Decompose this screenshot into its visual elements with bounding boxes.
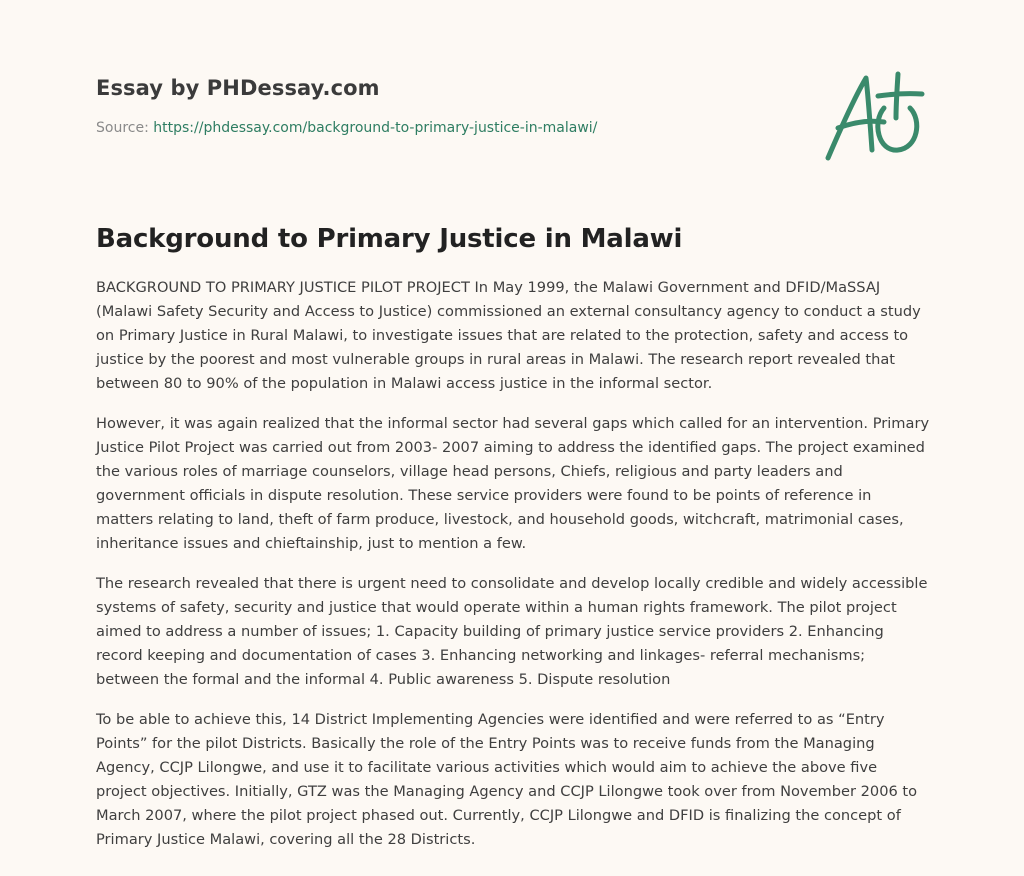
- essay-content: [96, 224, 932, 868]
- page-header: [96, 76, 796, 136]
- essay-title: Background to Primary Justice in Malawi: [96, 224, 683, 254]
- essay-paragraph-2: However, it was again realized that the informal sector had several gaps which called for an intervention. Primary Justice Pilot Project was carried out from 2003- 2007 aiming to address the identified gaps. The project examined the various roles of marriage counselors, village head persons, Chiefs, religious and party leaders and government officials in dispute resolution. These service providers were found to be points of reference in matters relating to land, theft of farm produce, livestock, and household goods, witchcraft, matrimonial cases, inheritance issues and chieftainship, just to mention a few.: [96, 415, 930, 552]
- a-plus-icon: [818, 64, 930, 168]
- source-label: Source:: [96, 120, 149, 136]
- source-link[interactable]: https://phdessay.com/background-to-primary-justice-in-malawi/: [153, 120, 598, 136]
- essay-paragraph-1: BACKGROUND TO PRIMARY JUSTICE PILOT PROJECT In May 1999, the Malawi Government and DFID/MaSSAJ (Malawi Safety Security and Access to Justice) commissioned an external consultancy agency to conduct a study on Primary Justice in Rural Malawi, to investigate issues that are related to the protection, safety and access to justice by the poorest and most vulnerable groups in rural areas in Malawi. The research report revealed that between 80 to 90% of the population in Malawi access justice in the informal sector.: [96, 279, 921, 392]
- site-title: Essay by PHDessay.com: [96, 76, 380, 100]
- source-line: [96, 120, 796, 136]
- essay-paragraph-4: To be able to achieve this, 14 District Implementing Agencies were identified and were referred to as “Entry Points” for the pilot Districts. Basically the role of the Entry Points was to receive funds from the Managing Agency, CCJP Lilongwe, and use it to facilitate various activities which would aim to achieve the above five project objectives. Initially, GTZ was the Managing Agency and CCJP Lilongwe took over from November 2006 to March 2007, where the pilot project phased out. Currently, CCJP Lilongwe and DFID is finalizing the concept of Primary Justice Malawi, covering all the 28 Districts.: [96, 711, 918, 848]
- essay-paragraph-3: The research revealed that there is urgent need to consolidate and develop locally credible and widely accessible systems of safety, security and justice that would operate within a human rights framework. The pilot project aimed to address a number of issues; 1. Capacity building of primary justice service providers 2. Enhancing record keeping and documentation of cases 3. Enhancing networking and linkages- referral mechanisms; between the formal and the informal 4. Public awareness 5. Dispute resolution: [96, 575, 928, 688]
